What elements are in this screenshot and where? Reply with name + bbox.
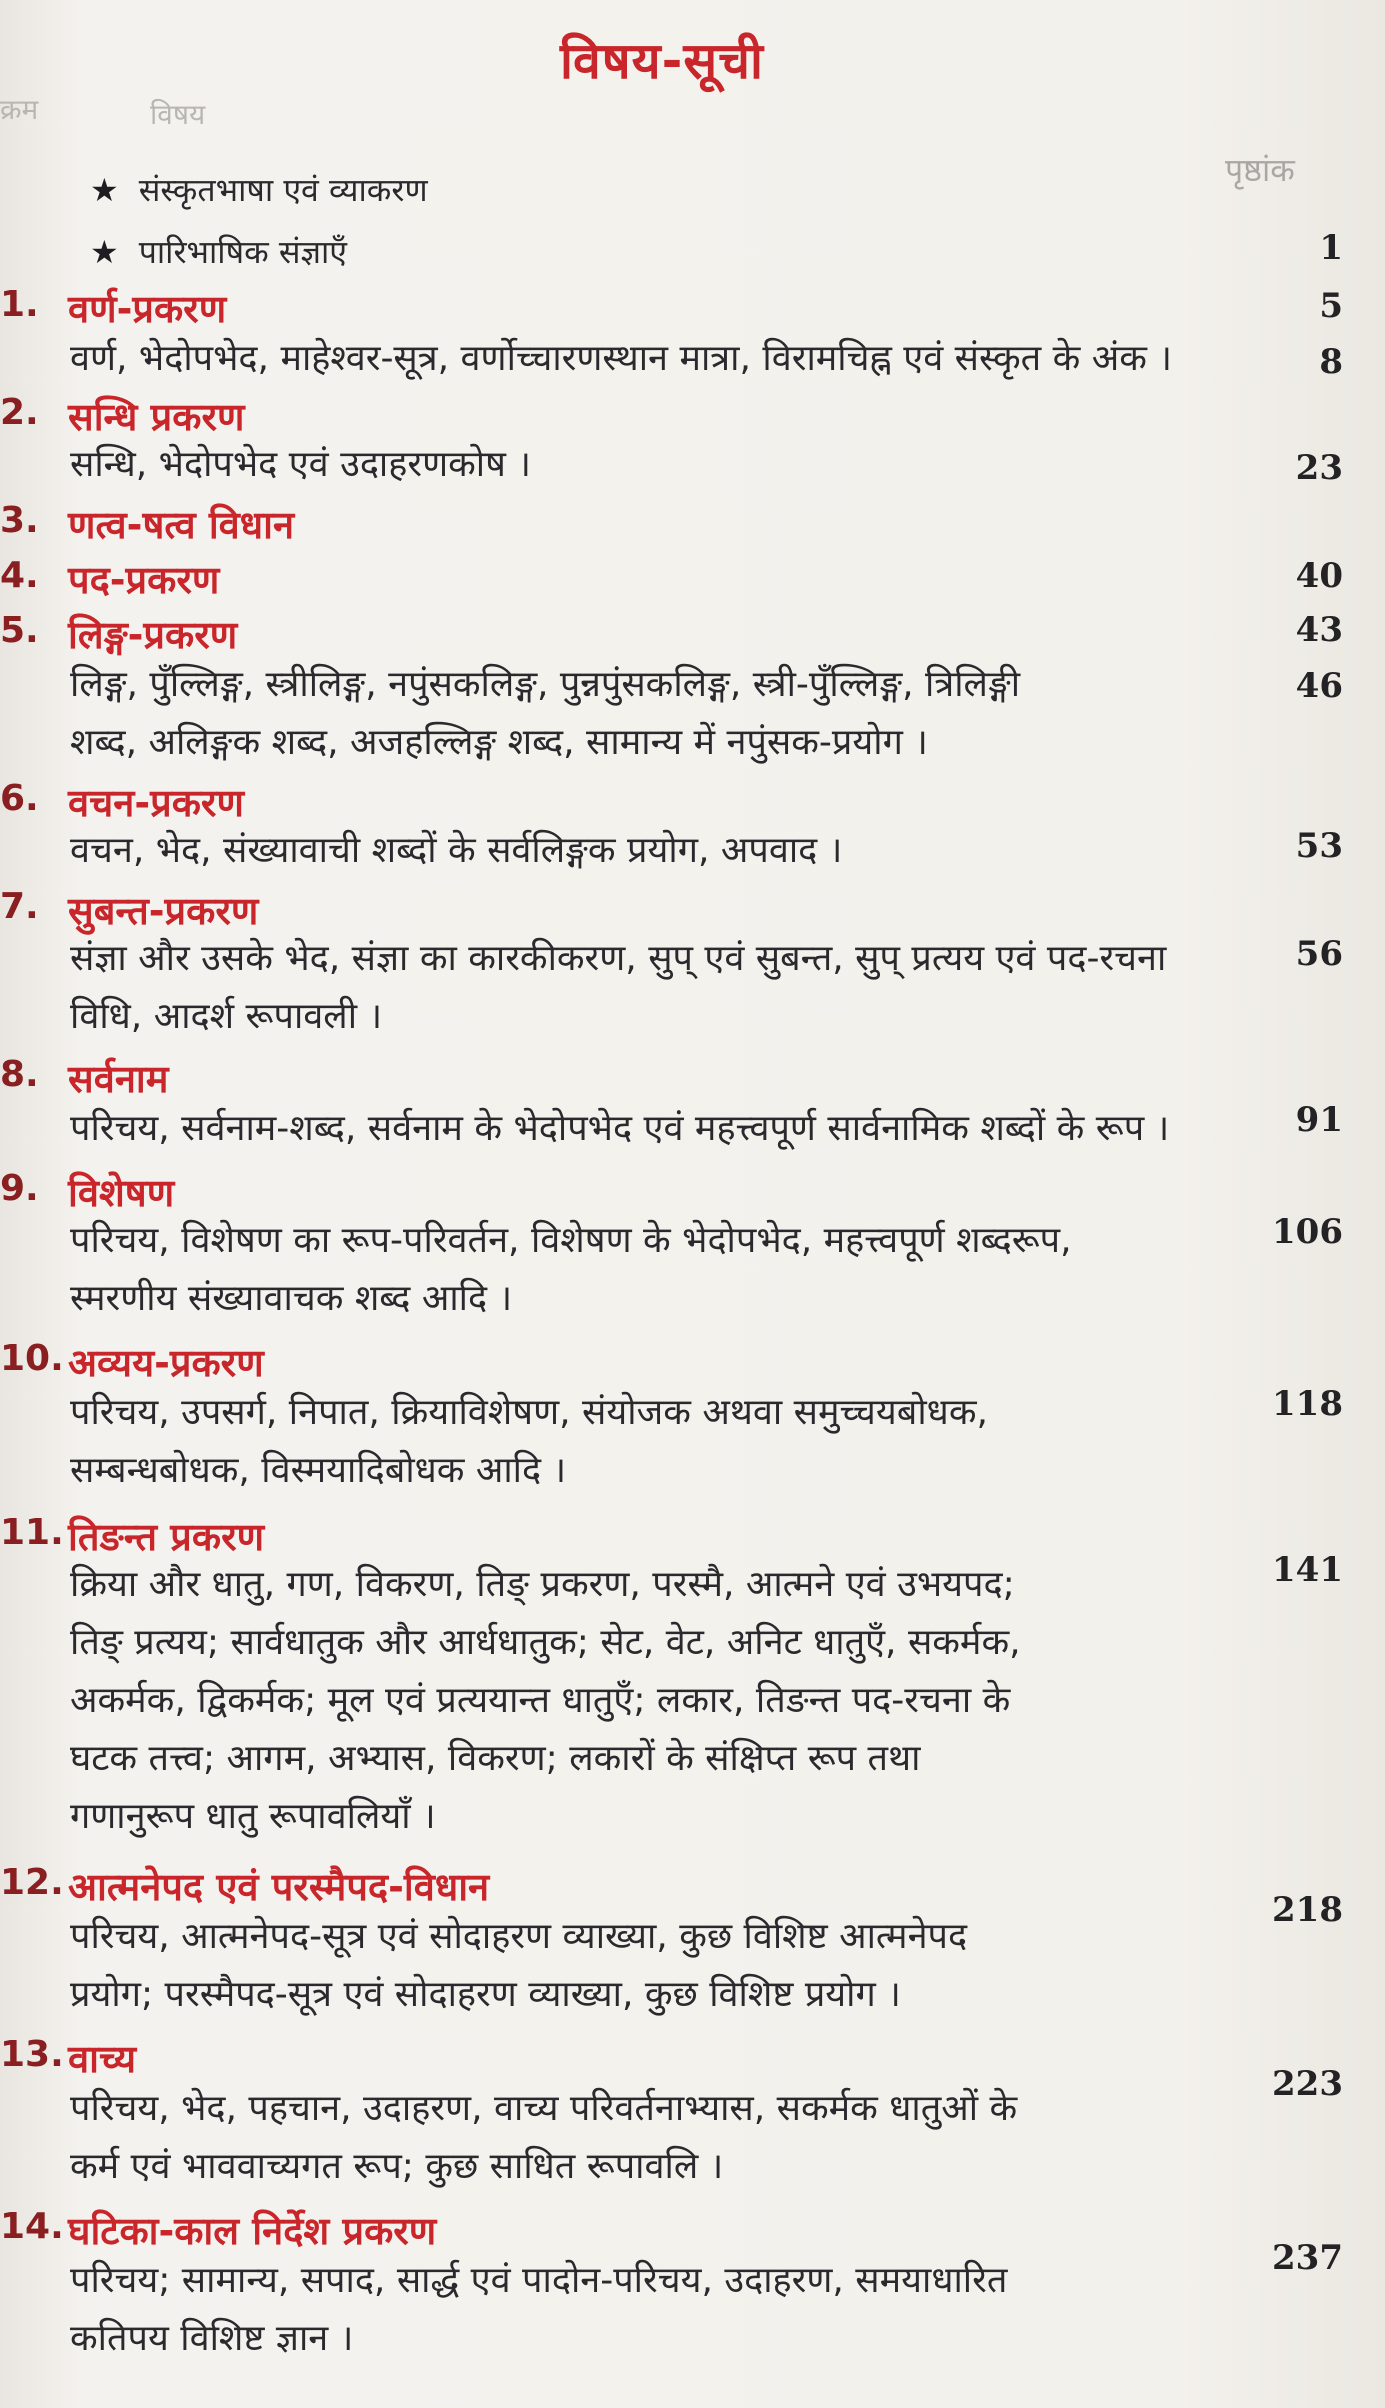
description-line: तिङ् प्रत्यय; सार्वधातुक और आर्धधातुक; सेट, वेट, अनिट धातुएँ, सकर्मक,	[70, 1622, 1021, 1663]
section-number: 14.	[0, 2206, 64, 2247]
section-page: 223	[1272, 2064, 1343, 2104]
column-header-serial: क्रम	[0, 93, 39, 126]
section-page: 218	[1272, 1890, 1343, 1930]
intro-item	[90, 230, 347, 273]
section-number: 13.	[0, 2034, 64, 2075]
description-line: लिङ्ग, पुँल्लिङ्ग, स्त्रीलिङ्ग, नपुंसकलिङ्ग, पुन्नपुंसकलिङ्ग, स्त्री-पुँल्लिङ्ग, त्रिलिङ्गी	[70, 664, 1021, 705]
section-number: 12.	[0, 1862, 64, 1903]
description-line: सम्बन्धबोधक, विस्मयादिबोधक आदि ।	[70, 1450, 567, 1491]
section-number: 2.	[0, 392, 39, 433]
description-line: कर्म एवं भाववाच्यगत रूप; कुछ साधित रूपावलि ।	[70, 2146, 724, 2187]
section-description	[70, 1908, 1270, 2024]
section-number: 4.	[0, 555, 39, 596]
section-page: 23	[1295, 448, 1343, 488]
description-line: परिचय, भेद, पहचान, उदाहरण, वाच्य परिवर्तनाभ्यास, सकर्मक धातुओं के	[70, 2088, 1018, 2129]
section-description	[70, 1384, 1270, 1500]
section-number: 11.	[0, 1512, 64, 1553]
section-number: 10.	[0, 1338, 64, 1379]
section-heading: णत्व-षत्व विधान	[68, 503, 295, 547]
description-line: क्रिया और धातु, गण, विकरण, तिङ् प्रकरण, परस्मै, आत्मने एवं उभयपद;	[70, 1564, 1015, 1605]
description-line: संज्ञा और उसके भेद, संज्ञा का कारकीकरण, सुप् एवं सुबन्त, सुप् प्रत्यय एवं पद-रचना	[70, 938, 1167, 979]
section-description	[70, 930, 1270, 1046]
section-number: 7.	[0, 886, 39, 927]
description-line: परिचय, विशेषण का रूप-परिवर्तन, विशेषण के भेदोपभेद, महत्त्वपूर्ण शब्दरूप,	[70, 1220, 1072, 1261]
section-page: 53	[1295, 826, 1343, 866]
section-description	[70, 1100, 1270, 1158]
section-heading: वाच्य	[68, 2037, 137, 2081]
section-number: 3.	[0, 500, 39, 541]
section-description	[70, 1212, 1270, 1328]
section-heading: सर्वनाम	[68, 1057, 169, 1101]
section-page: 40	[1295, 556, 1343, 596]
section-page: 118	[1272, 1384, 1343, 1424]
section-number: 9.	[0, 1168, 39, 1209]
description-line: घटक तत्त्व; आगम, अभ्यास, विकरण; लकारों के संक्षिप्त रूप तथा	[70, 1738, 921, 1779]
section-heading: विशेषण	[68, 1171, 175, 1215]
section-number: 5.	[0, 610, 39, 651]
description-line: स्मरणीय संख्यावाचक शब्द आदि ।	[70, 1278, 513, 1319]
section-page: 237	[1272, 2238, 1343, 2278]
section-heading: पद-प्रकरण	[68, 558, 220, 602]
star-icon: ★	[90, 233, 119, 271]
description-line: सन्धि, भेदोपभेद एवं उदाहरणकोष ।	[70, 444, 531, 485]
section-heading: अव्यय-प्रकरण	[68, 1341, 264, 1385]
section-number: 8.	[0, 1054, 39, 1095]
section-description	[70, 822, 1270, 880]
section-page: 46	[1295, 666, 1343, 706]
section-page: 141	[1272, 1550, 1343, 1590]
column-header-page: पृष्ठांक	[1225, 151, 1295, 189]
section-description	[70, 436, 1270, 494]
description-line: परिचय, आत्मनेपद-सूत्र एवं सोदाहरण व्याख्या, कुछ विशिष्ट आत्मनेपद	[70, 1916, 968, 1957]
description-line: शब्द, अलिङ्गक शब्द, अजहल्लिङ्ग शब्द, सामान्य में नपुंसक-प्रयोग ।	[70, 722, 928, 763]
section-heading: तिङन्त प्रकरण	[68, 1515, 265, 1559]
section-description	[70, 1556, 1270, 1846]
description-line: प्रयोग; परस्मैपद-सूत्र एवं सोदाहरण व्याख्या, कुछ विशिष्ट प्रयोग ।	[70, 1974, 901, 2015]
intro-item-text: पारिभाषिक संज्ञाएँ	[138, 233, 347, 271]
column-header-topic: विषय	[150, 98, 206, 131]
description-line: विधि, आदर्श रूपावली ।	[70, 996, 383, 1037]
section-heading: सन्धि प्रकरण	[68, 395, 245, 439]
intro-item-page: 1	[1319, 228, 1343, 268]
description-line: कतिपय विशिष्ट ज्ञान ।	[70, 2318, 354, 2359]
description-line: परिचय, सर्वनाम-शब्द, सर्वनाम के भेदोपभेद एवं महत्त्वपूर्ण सार्वनामिक शब्दों के रूप ।	[70, 1108, 1170, 1149]
section-heading: सुबन्त-प्रकरण	[68, 889, 259, 933]
description-line: अकर्मक, द्विकर्मक; मूल एवं प्रत्ययान्त धातुएँ; लकार, तिङन्त पद-रचना के	[70, 1680, 1011, 1721]
star-icon: ★	[90, 171, 119, 209]
section-heading: घटिका-काल निर्देश प्रकरण	[68, 2209, 437, 2253]
section-page: 106	[1272, 1212, 1343, 1252]
section-heading: लिङ्ग-प्रकरण	[68, 613, 238, 657]
description-line: गणानुरूप धातु रूपावलियाँ ।	[70, 1796, 436, 1837]
section-number: 6.	[0, 778, 39, 819]
section-description	[70, 2252, 1270, 2368]
section-heading: आत्मनेपद एवं परस्मैपद-विधान	[68, 1865, 490, 1909]
section-heading: वचन-प्रकरण	[68, 781, 244, 825]
section-description	[70, 2080, 1270, 2196]
section-number: 1.	[0, 284, 39, 325]
section-page: 56	[1295, 934, 1343, 974]
intro-item-page: 5	[1319, 286, 1343, 326]
description-line: वचन, भेद, संख्यावाची शब्दों के सर्वलिङ्गक प्रयोग, अपवाद ।	[70, 830, 843, 871]
intro-item-text: संस्कृतभाषा एवं व्याकरण	[138, 171, 428, 209]
section-description	[70, 330, 1270, 388]
description-line: परिचय; सामान्य, सपाद, सार्द्ध एवं पादोन-परिचय, उदाहरण, समयाधारित	[70, 2260, 1008, 2301]
intro-item	[90, 168, 428, 211]
page-title: विषय-सूची	[560, 32, 764, 90]
description-line: परिचय, उपसर्ग, निपात, क्रियाविशेषण, संयोजक अथवा समुच्चयबोधक,	[70, 1392, 988, 1433]
section-page: 43	[1295, 610, 1343, 650]
section-page: 8	[1319, 342, 1343, 382]
section-heading: वर्ण-प्रकरण	[68, 287, 227, 331]
description-line: वर्ण, भेदोपभेद, माहेश्वर-सूत्र, वर्णोच्चारणस्थान मात्रा, विरामचिह्न एवं संस्कृत के अंक ।	[70, 338, 1172, 379]
section-page: 91	[1295, 1100, 1343, 1140]
section-description	[70, 656, 1270, 772]
